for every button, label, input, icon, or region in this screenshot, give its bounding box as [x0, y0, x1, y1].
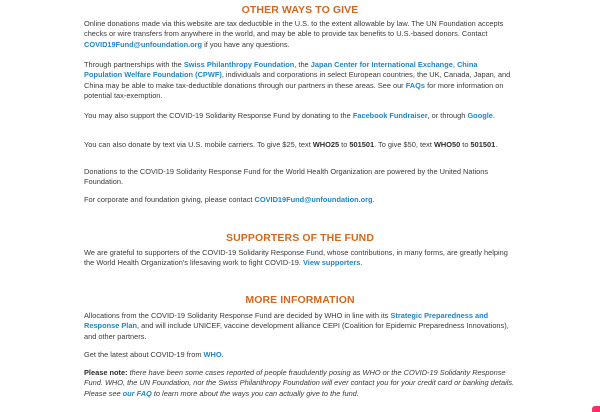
corporate-text: For corporate and foundation giving, please contact [84, 195, 255, 204]
allocations-text: Allocations from the COVID-19 Solidarity Response Fund are decided by WHO in line with its [84, 311, 391, 320]
support-text: , or through [427, 111, 468, 120]
short-code: 501501 [349, 140, 375, 149]
swiss-philanthropy-link[interactable]: Swiss Philanthropy Foundation [183, 60, 295, 69]
tax-text-end: if you have any questions. [202, 39, 290, 49]
china-foundation-link[interactable]: China Population Welfare Foundation (CPWF) [84, 60, 478, 80]
text-donate-text: to [460, 140, 471, 149]
partners-text: , individuals and corporations in select European countries, the UK, Canada, Japan, and China may be able to make tax-deductible donations through our partners in these areas. See our [84, 70, 511, 90]
supporters-text: We are grateful to supporters of the COVID-19 Solidarity Response Fund, whose contributions, in many forms, are greatly helping the World Health Organization's lifesaving work to fight COVID-19. [84, 248, 508, 268]
text-donate-text: You can also donate by text via U.S. mobile carriers. To give $25, text [84, 140, 313, 149]
strategic-plan-link[interactable]: Strategic Preparedness and Response Plan [84, 311, 489, 331]
supporters-heading: SUPPORTERS OF THE FUND [225, 232, 375, 244]
more-info-heading: MORE INFORMATION [245, 294, 355, 306]
other-ways-section [84, 4, 516, 17]
partnerships-paragraph [84, 60, 516, 101]
tax-text: Online donations made via this website are tax deductible in the U.S. to the extent allowable by law. The UN Foundation accepts checks or wire transfers from anywhere in the world, and may be able to provide tax benefits to U.S.-based donors. Contact [84, 19, 504, 39]
japan-center-link[interactable]: Japan Center for International Exchange [310, 60, 453, 69]
powered-by-text: Donations to the COVID-19 Solidarity Response Fund for the World Health Organization are powered by the United Nations Foundation. [84, 167, 489, 187]
other-ways-heading: OTHER WAYS TO GIVE [241, 4, 359, 16]
partners-text: , [452, 60, 457, 69]
who-link[interactable]: WHO [203, 350, 222, 359]
short-code: 501501 [470, 140, 496, 149]
latest-paragraph [84, 350, 516, 360]
text-donate-text: to [339, 140, 350, 149]
view-supporters-link[interactable]: View supporters [302, 258, 361, 268]
supporters-text-end: . [360, 258, 363, 268]
fraud-note-text: there have been some cases reported of people fraudulently posing as WHO or the COVID-19 Solidarity Response Fund. WHO, the UN Foundation, nor the Swiss Philanthropy Foundation will ever contact you for your credit card or banking details. Please see [84, 368, 515, 398]
facebook-fundraiser-link[interactable]: Facebook Fundraiser [352, 111, 428, 120]
fraud-note-text-end: to learn more about the ways you can actually give to the fund. [151, 388, 359, 398]
powered-by-paragraph [84, 167, 516, 188]
supporters-section [84, 232, 516, 245]
corporate-text-end: . [372, 195, 375, 204]
partners-text-end: for more information on potential tax-exemption. [84, 80, 504, 100]
support-text-end: . [492, 111, 495, 120]
more-info-section [84, 294, 516, 307]
text-code-50: WHO50 [433, 140, 461, 149]
email-link[interactable]: COVID19Fund@unfoundation.org [84, 39, 203, 49]
latest-text: Get the latest about COVID-19 from [84, 350, 204, 359]
text-donate-text-end: . [495, 140, 498, 149]
support-text: You may also support the COVID-19 Solidarity Response Fund by donating to the [84, 111, 353, 120]
corporate-giving-paragraph [84, 195, 516, 205]
our-faq-link[interactable]: our FAQ [122, 388, 152, 398]
faqs-link[interactable]: FAQs [405, 80, 426, 90]
text-donate-text: . To give $50, text [374, 140, 434, 149]
google-link[interactable]: Google [467, 111, 493, 120]
allocations-paragraph [84, 311, 516, 342]
facebook-google-paragraph [84, 111, 516, 121]
corporate-email-link[interactable]: COVID19Fund@unfoundation.org [254, 195, 373, 204]
feedback-tab[interactable] [592, 406, 600, 412]
partners-text: , the [294, 60, 311, 69]
tax-deductible-paragraph [84, 19, 516, 50]
supporters-paragraph [84, 248, 516, 269]
partners-text: Through partnerships with the [84, 60, 184, 69]
text-code-25: WHO25 [312, 140, 340, 149]
please-note-label: Please note: [84, 368, 128, 377]
text-donation-paragraph [84, 140, 516, 150]
latest-text-end: . [221, 350, 224, 359]
fraud-note-paragraph [84, 368, 516, 399]
allocations-text-end: , and will include UNICEF, vaccine development alliance CEPI (Coalition for Epidemic Preparedness Innovations), and other partners. [84, 321, 509, 341]
